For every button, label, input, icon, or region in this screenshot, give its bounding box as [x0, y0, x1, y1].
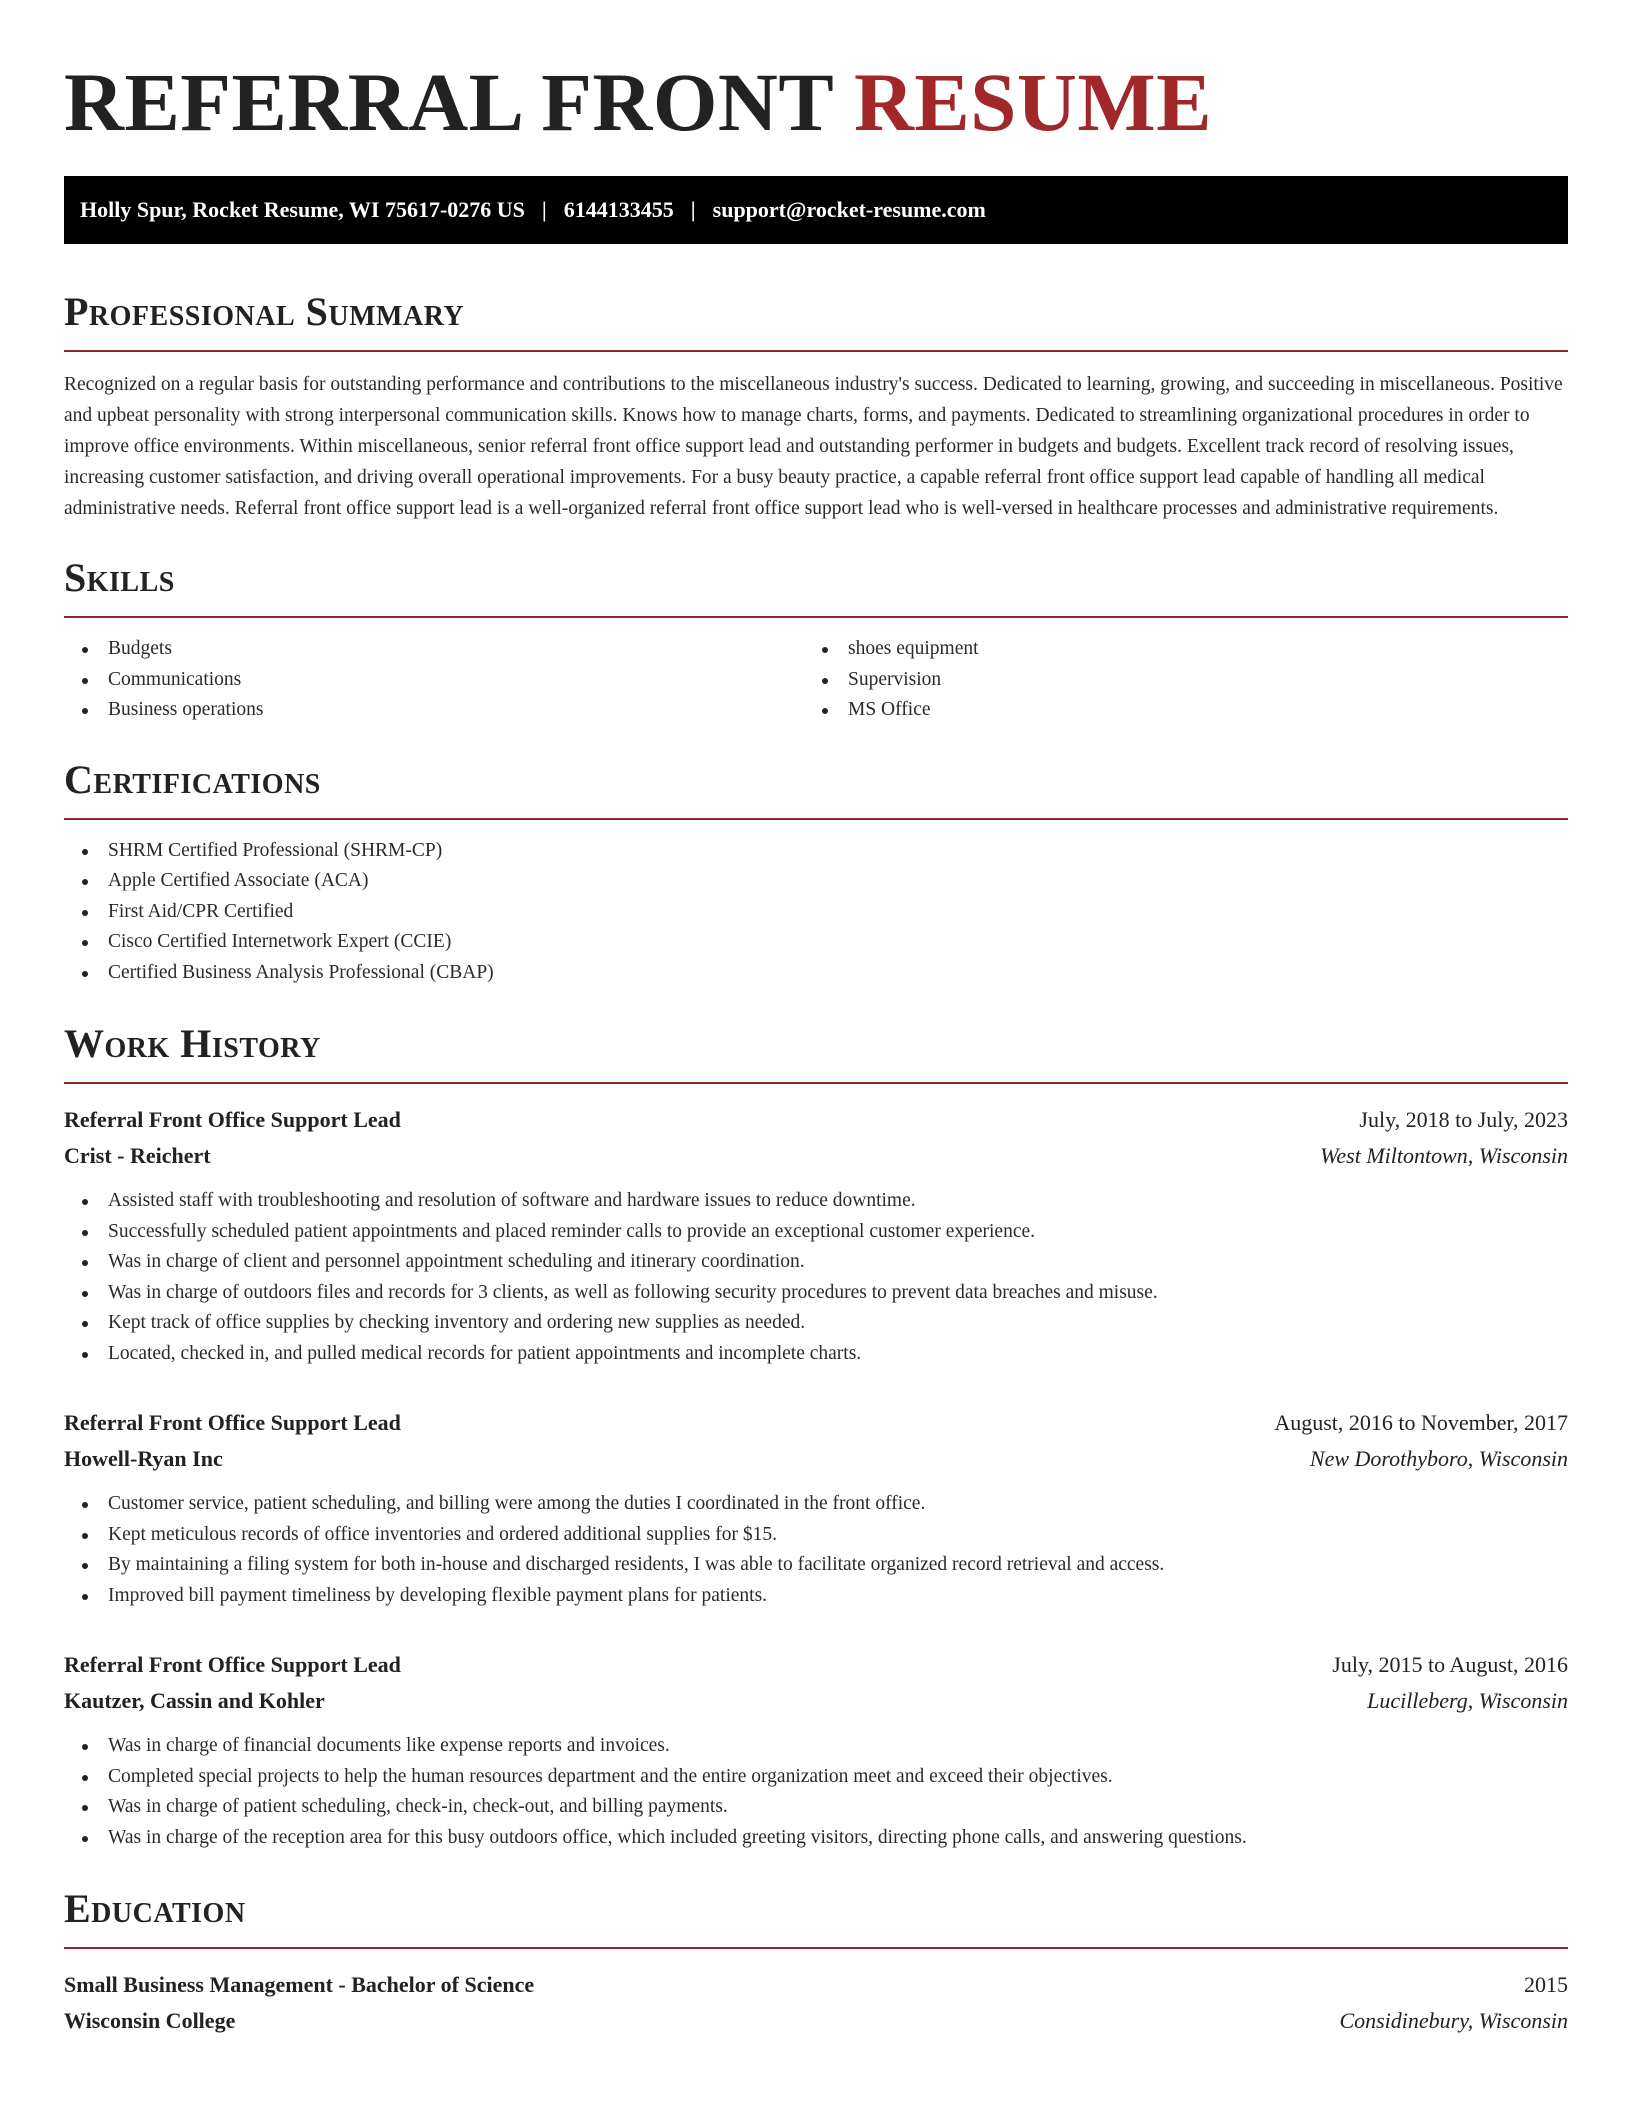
duty-item: Improved bill payment timeliness by developing flexible payment plans for patients.: [64, 1581, 1568, 1612]
job-duties: [64, 1186, 1568, 1369]
resume-page: [64, 0, 1568, 2039]
education-header-row: [64, 1967, 1568, 2003]
education-location: Considinebury, Wisconsin: [1339, 2008, 1568, 2033]
job-company-row: [64, 1138, 1568, 1174]
skill-item: Business operations: [64, 695, 804, 726]
section-divider: [64, 616, 1568, 618]
skills-column-left: [64, 634, 804, 726]
section-divider: [64, 350, 1568, 352]
duty-item: Assisted staff with troubleshooting and resolution of software and hardware issues to reduce downtime.: [64, 1186, 1568, 1217]
job-entry: [64, 1405, 1568, 1611]
duty-item: Completed special projects to help the human resources department and the entire organization meet and exceed their objectives.: [64, 1762, 1568, 1793]
education-degree: Small Business Management - Bachelor of Science: [64, 1972, 535, 1997]
job-title: Referral Front Office Support Lead: [64, 1410, 401, 1435]
duty-item: Was in charge of the reception area for this busy outdoors office, which included greeting visitors, directing phone calls, and answering questions.: [64, 1823, 1568, 1854]
job-company-row: [64, 1683, 1568, 1719]
job-location: New Dorothyboro, Wisconsin: [1309, 1446, 1568, 1471]
duty-item: Was in charge of patient scheduling, check-in, check-out, and billing payments.: [64, 1792, 1568, 1823]
contact-bar: [64, 176, 1568, 244]
job-company: Crist - Reichert: [64, 1143, 211, 1168]
resume-title: [64, 52, 1568, 152]
education-school: Wisconsin College: [64, 2008, 236, 2033]
duty-item: By maintaining a filing system for both in-house and discharged residents, I was able to facilitate organized record retrieval and access.: [64, 1550, 1568, 1581]
duty-item: Kept meticulous records of office inventories and ordered additional supplies for $15.: [64, 1520, 1568, 1551]
skills-heading: Skills: [64, 555, 175, 600]
duty-item: Was in charge of financial documents like expense reports and invoices.: [64, 1731, 1568, 1762]
title-accent: RESUME: [853, 56, 1213, 148]
work-history-heading: Work History: [64, 1021, 321, 1066]
job-company: Kautzer, Cassin and Kohler: [64, 1688, 325, 1713]
job-header-row: [64, 1405, 1568, 1441]
contact-email: support@rocket-resume.com: [712, 197, 986, 222]
skill-item: Supervision: [804, 665, 1544, 696]
job-entry: [64, 1102, 1568, 1369]
education-entry: [64, 1967, 1568, 2039]
title-main: REFERRAL FRONT: [64, 56, 833, 148]
job-dates: August, 2016 to November, 2017: [1274, 1410, 1568, 1435]
education-school-row: [64, 2003, 1568, 2039]
duty-item: Kept track of office supplies by checking inventory and ordering new supplies as needed.: [64, 1308, 1568, 1339]
job-duties: [64, 1489, 1568, 1611]
skill-item: Budgets: [64, 634, 804, 665]
job-dates: July, 2015 to August, 2016: [1332, 1652, 1568, 1677]
contact-phone: 6144133455: [563, 197, 674, 222]
skills-column-right: [804, 634, 1544, 726]
certifications-list: [64, 836, 1568, 989]
job-company-row: [64, 1441, 1568, 1477]
contact-separator: |: [690, 197, 696, 222]
contact-address: Holly Spur, Rocket Resume, WI 75617-0276 US: [80, 197, 525, 222]
certification-item: Certified Business Analysis Professional (CBAP): [64, 958, 1568, 989]
duty-item: Customer service, patient scheduling, and billing were among the duties I coordinated in the front office.: [64, 1489, 1568, 1520]
contact-separator: |: [541, 197, 547, 222]
job-title: Referral Front Office Support Lead: [64, 1652, 401, 1677]
job-title: Referral Front Office Support Lead: [64, 1107, 401, 1132]
section-divider: [64, 818, 1568, 820]
certification-item: Apple Certified Associate (ACA): [64, 866, 1568, 897]
certification-item: Cisco Certified Internetwork Expert (CCIE): [64, 927, 1568, 958]
job-duties: [64, 1731, 1568, 1853]
job-company: Howell-Ryan Inc: [64, 1446, 223, 1471]
job-dates: July, 2018 to July, 2023: [1359, 1107, 1568, 1132]
job-header-row: [64, 1102, 1568, 1138]
skill-item: shoes equipment: [804, 634, 1544, 665]
summary-text: Recognized on a regular basis for outstanding performance and contributions to the miscellaneous industry's success. Dedicated to learning, growing, and succeeding in miscellaneous. Positive and upbeat personality with strong interpersonal communication skills. Knows how to manage charts, forms, and payments. Dedicated to streamlining organizational procedures in order to improve office environments. Within miscellaneous, senior referral front office support lead and outstanding performer in budgets and budgets. Excellent track record of resolving issues, increasing customer satisfaction, and driving overall operational improvements. For a busy beauty practice, a capable referral front office support lead capable of handling all medical administrative needs. Referral front office support lead is a well-organized referral front office support lead who is well-versed in healthcare processes and administrative requirements.: [64, 374, 1563, 519]
skills-grid: [64, 634, 1568, 726]
work-history-section: [64, 1020, 1568, 1853]
certifications-section: [64, 756, 1568, 989]
skill-item: Communications: [64, 665, 804, 696]
summary-section: [64, 288, 1568, 524]
job-location: Lucilleberg, Wisconsin: [1367, 1688, 1568, 1713]
certification-item: First Aid/CPR Certified: [64, 897, 1568, 928]
duty-item: Successfully scheduled patient appointments and placed reminder calls to provide an exceptional customer experience.: [64, 1217, 1568, 1248]
job-location: West Miltontown, Wisconsin: [1320, 1143, 1568, 1168]
education-year: 2015: [1524, 1972, 1568, 1997]
section-divider: [64, 1947, 1568, 1949]
job-header-row: [64, 1647, 1568, 1683]
summary-heading: Professional Summary: [64, 289, 465, 334]
skill-item: MS Office: [804, 695, 1544, 726]
education-section: [64, 1885, 1568, 2039]
duty-item: Was in charge of client and personnel appointment scheduling and itinerary coordination.: [64, 1247, 1568, 1278]
education-heading: Education: [64, 1886, 246, 1931]
duty-item: Was in charge of outdoors files and records for 3 clients, as well as following security procedures to prevent data breaches and misuse.: [64, 1278, 1568, 1309]
duty-item: Located, checked in, and pulled medical records for patient appointments and incomplete charts.: [64, 1339, 1568, 1370]
certification-item: SHRM Certified Professional (SHRM-CP): [64, 836, 1568, 867]
job-entry: [64, 1647, 1568, 1853]
section-divider: [64, 1082, 1568, 1084]
certifications-heading: Certifications: [64, 756, 321, 802]
skills-section: [64, 554, 1568, 726]
